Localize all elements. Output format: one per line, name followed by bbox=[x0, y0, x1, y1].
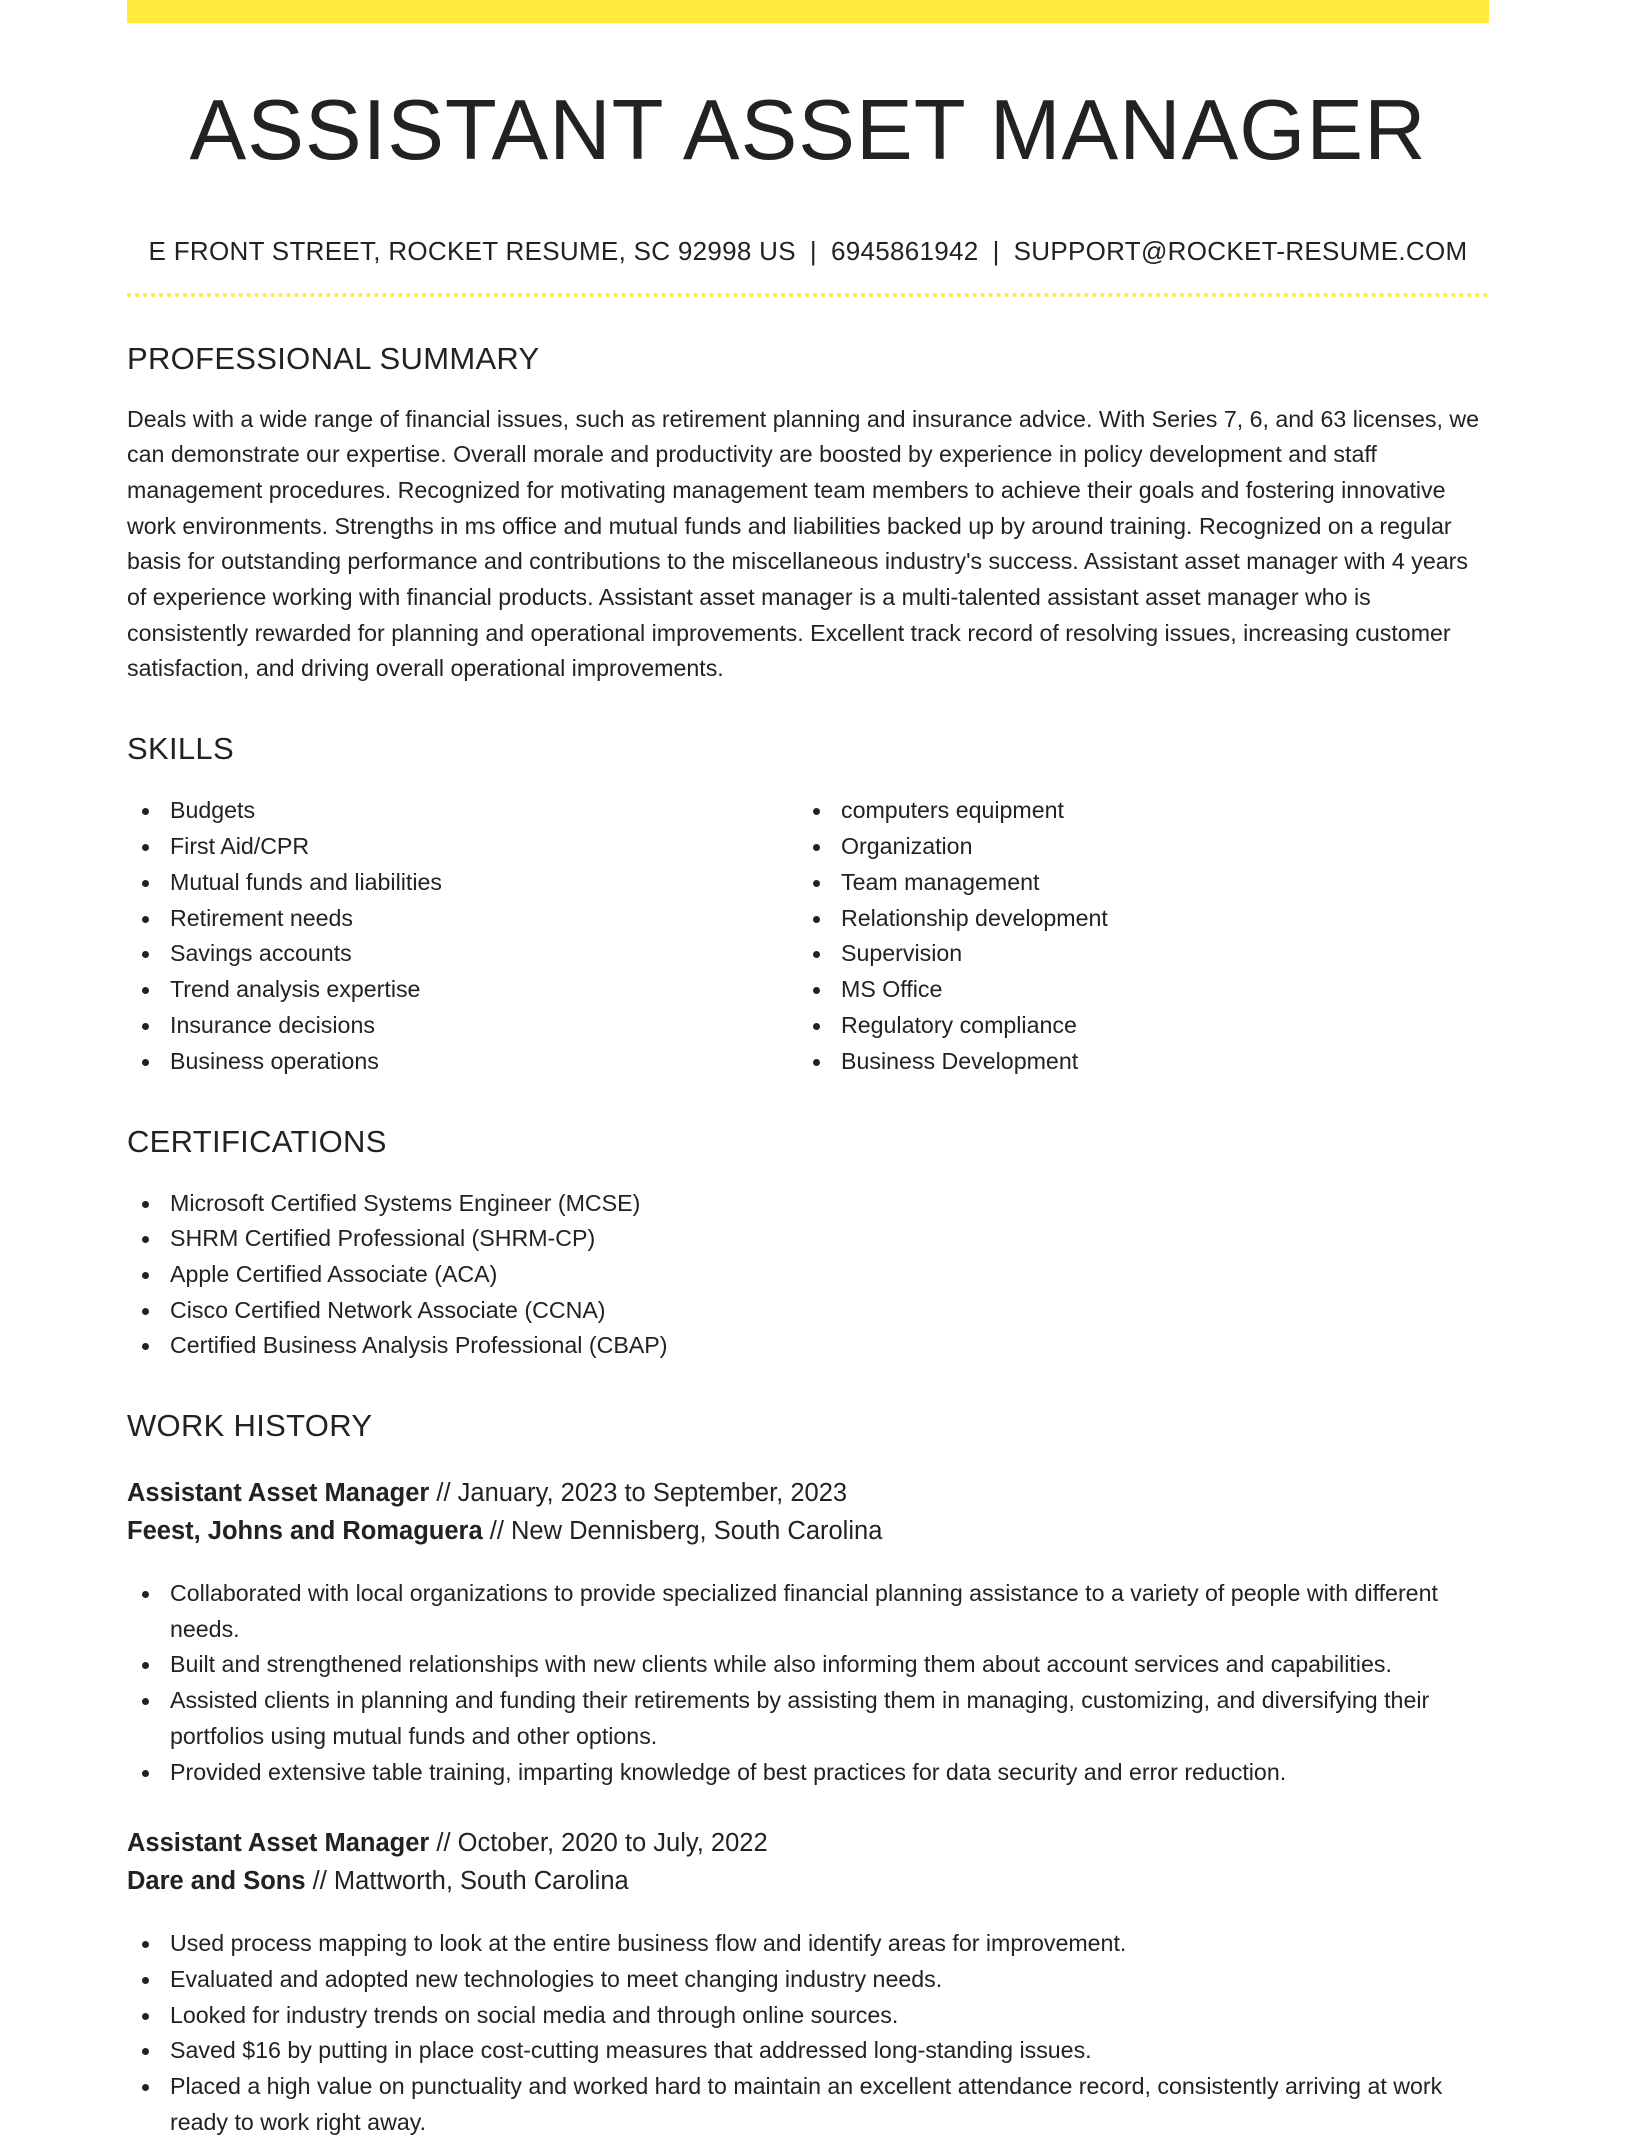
certification-item-text: Apple Certified Associate (ACA) bbox=[170, 1260, 498, 1287]
bullet-dot-icon bbox=[813, 1023, 820, 1030]
contact-line bbox=[127, 236, 1489, 267]
skills-heading: SKILLS bbox=[127, 731, 234, 767]
top-accent-bar bbox=[127, 0, 1489, 23]
job-bullets bbox=[127, 1926, 1489, 2140]
certification-item bbox=[127, 1221, 1489, 1257]
work-history-heading: WORK HISTORY bbox=[127, 1408, 373, 1444]
bullet-dot-icon bbox=[142, 1698, 149, 1705]
contact-email: SUPPORT@ROCKET-RESUME.COM bbox=[1013, 235, 1468, 266]
bullet-dot-icon bbox=[142, 1770, 149, 1777]
candidate-title: ASSISTANT ASSET MANAGER bbox=[189, 83, 1427, 178]
bullet-dot-icon bbox=[142, 916, 149, 923]
skill-item bbox=[798, 865, 1469, 901]
skills-list bbox=[127, 793, 1489, 1079]
bullet-dot-icon bbox=[142, 1977, 149, 1984]
skill-item-text: Team management bbox=[841, 868, 1040, 895]
job-location: // Mattworth, South Carolina bbox=[305, 1867, 629, 1896]
skill-item-text: Organization bbox=[841, 832, 973, 859]
skill-item-text: Supervision bbox=[841, 940, 963, 967]
bullet-dot-icon bbox=[142, 1059, 149, 1066]
certification-item-text: SHRM Certified Professional (SHRM-CP) bbox=[170, 1225, 596, 1252]
job-bullet-text: Used process mapping to look at the entire business flow and identify areas for improvement. bbox=[170, 1930, 1127, 1957]
contact-address: E FRONT STREET, ROCKET RESUME, SC 92998 US bbox=[148, 235, 796, 266]
certification-item-text: Cisco Certified Network Associate (CCNA) bbox=[170, 1296, 606, 1323]
job-bullet-text: Collaborated with local organizations to provide specialized financial planning assistance to a variety of people with different needs. bbox=[170, 1580, 1438, 1642]
skill-item-text: Budgets bbox=[170, 797, 256, 824]
skill-item bbox=[127, 793, 798, 829]
job-role: Assistant Asset Manager bbox=[127, 1829, 430, 1858]
bullet-dot-icon bbox=[142, 1236, 149, 1243]
contact-separator: | bbox=[992, 235, 1000, 266]
skill-item-text: Retirement needs bbox=[170, 904, 354, 931]
summary-heading: PROFESSIONAL SUMMARY bbox=[127, 340, 540, 376]
job-bullets bbox=[127, 1576, 1489, 1790]
job-bullet bbox=[127, 1962, 1489, 1998]
bullet-dot-icon bbox=[142, 951, 149, 958]
skill-item bbox=[798, 901, 1469, 937]
skill-item bbox=[127, 901, 798, 937]
bullet-dot-icon bbox=[813, 916, 820, 923]
certification-item bbox=[127, 1328, 1489, 1364]
job-location: // New Dennisberg, South Carolina bbox=[482, 1517, 883, 1546]
skill-item-text: Mutual funds and liabilities bbox=[170, 868, 442, 895]
bullet-dot-icon bbox=[813, 987, 820, 994]
job-bullet-text: Assisted clients in planning and funding their retirements by assisting them in managing, customizing, and diversifying their portfolios using mutual funds and other options. bbox=[170, 1687, 1430, 1749]
contact-separator: | bbox=[809, 235, 817, 266]
skill-item bbox=[798, 1008, 1469, 1044]
bullet-dot-icon bbox=[142, 1591, 149, 1598]
skill-item-text: Regulatory compliance bbox=[841, 1011, 1077, 1038]
job-entry bbox=[127, 1824, 1489, 2140]
job-bullet-text: Looked for industry trends on social media and through online sources. bbox=[170, 2001, 899, 2028]
job-bullet bbox=[127, 1683, 1489, 1754]
job-bullet-text: Placed a high value on punctuality and worked hard to maintain an excellent attendance record, consistently arriving at work ready to work right away. bbox=[170, 2073, 1443, 2135]
skill-item bbox=[798, 936, 1469, 972]
job-company: Feest, Johns and Romaguera bbox=[127, 1517, 483, 1546]
bullet-dot-icon bbox=[142, 1662, 149, 1669]
job-bullet bbox=[127, 2033, 1489, 2069]
job-bullet bbox=[127, 1926, 1489, 1962]
skill-item-text: Trend analysis expertise bbox=[170, 976, 421, 1003]
certification-item-text: Microsoft Certified Systems Engineer (MCSE) bbox=[170, 1189, 641, 1216]
certification-item-text: Certified Business Analysis Professional (CBAP) bbox=[170, 1332, 668, 1359]
skill-item-text: Business operations bbox=[170, 1047, 379, 1074]
bullet-dot-icon bbox=[142, 1343, 149, 1350]
skill-item bbox=[127, 1008, 798, 1044]
job-bullet bbox=[127, 1647, 1489, 1683]
job-bullet-text: Saved $16 by putting in place cost-cutting measures that addressed long-standing issues. bbox=[170, 2037, 1092, 2064]
skill-item-text: Savings accounts bbox=[170, 940, 352, 967]
job-company: Dare and Sons bbox=[127, 1867, 306, 1896]
job-role: Assistant Asset Manager bbox=[127, 1479, 430, 1508]
bullet-dot-icon bbox=[142, 1023, 149, 1030]
skill-item bbox=[127, 972, 798, 1008]
certification-item bbox=[127, 1186, 1489, 1222]
job-dates: // January, 2023 to September, 2023 bbox=[429, 1479, 848, 1508]
job-company-line bbox=[127, 1862, 1489, 1900]
job-bullet bbox=[127, 1755, 1489, 1791]
bullet-dot-icon bbox=[142, 2013, 149, 2020]
bullet-dot-icon bbox=[813, 808, 820, 815]
skill-item bbox=[798, 793, 1469, 829]
bullet-dot-icon bbox=[142, 1941, 149, 1948]
bullet-dot-icon bbox=[142, 2048, 149, 2055]
bullet-dot-icon bbox=[813, 1059, 820, 1066]
summary-text: Deals with a wide range of financial issues, such as retirement planning and insurance advice. With Series 7, 6, and 63 licenses, we can demonstrate our expertise. Overall morale and productivity are boosted by experience in policy development and staff management procedures. Recognized for motivating management team members to achieve their goals and fostering innovative work environments. Strengths in ms office and mutual funds and liabilities backed up by around training. Recognized on a regular basis for outstanding performance and contributions to the miscellaneous industry's success. Assistant asset manager with 4 years of experience working with financial products. Assistant asset manager is a multi-talented assistant asset manager who is consistently rewarded for planning and operational improvements. Excellent track record of resolving issues, increasing customer satisfaction, and driving overall operational improvements. bbox=[127, 405, 1480, 682]
job-entry bbox=[127, 1474, 1489, 1790]
job-bullet-text: Built and strengthened relationships with new clients while also informing them about account services and capabilities. bbox=[170, 1651, 1392, 1678]
job-role-line bbox=[127, 1474, 1489, 1512]
skill-item bbox=[127, 936, 798, 972]
bullet-dot-icon bbox=[142, 1308, 149, 1315]
skill-item-text: Business Development bbox=[841, 1047, 1079, 1074]
skill-item-text: First Aid/CPR bbox=[170, 832, 310, 859]
bullet-dot-icon bbox=[142, 808, 149, 815]
bullet-dot-icon bbox=[813, 844, 820, 851]
skill-item bbox=[798, 1044, 1469, 1080]
contact-phone: 6945861942 bbox=[830, 235, 979, 266]
skill-item bbox=[798, 972, 1469, 1008]
skill-item bbox=[127, 829, 798, 865]
bullet-dot-icon bbox=[142, 987, 149, 994]
job-company-line bbox=[127, 1512, 1489, 1550]
skill-item-text: computers equipment bbox=[841, 797, 1064, 824]
job-bullet-text: Provided extensive table training, imparting knowledge of best practices for data security and error reduction. bbox=[170, 1758, 1287, 1785]
bullet-dot-icon bbox=[142, 844, 149, 851]
bullet-dot-icon bbox=[813, 880, 820, 887]
resume-page bbox=[127, 0, 1489, 2140]
certifications-list bbox=[127, 1186, 1489, 1365]
job-bullet bbox=[127, 1998, 1489, 2034]
bullet-dot-icon bbox=[142, 1272, 149, 1279]
job-bullet bbox=[127, 1576, 1489, 1647]
skill-item bbox=[127, 1044, 798, 1080]
skill-item-text: Insurance decisions bbox=[170, 1011, 375, 1038]
certification-item bbox=[127, 1257, 1489, 1293]
skill-item bbox=[798, 829, 1469, 865]
bullet-dot-icon bbox=[813, 951, 820, 958]
job-dates: // October, 2020 to July, 2022 bbox=[429, 1829, 768, 1858]
skill-item-text: Relationship development bbox=[841, 904, 1108, 931]
bullet-dot-icon bbox=[142, 2084, 149, 2091]
certification-item bbox=[127, 1293, 1489, 1329]
job-role-line bbox=[127, 1824, 1489, 1862]
skill-item-text: MS Office bbox=[841, 976, 943, 1003]
bullet-dot-icon bbox=[142, 1201, 149, 1208]
job-bullet-text: Evaluated and adopted new technologies to meet changing industry needs. bbox=[170, 1965, 943, 1992]
skill-item bbox=[127, 865, 798, 901]
bullet-dot-icon bbox=[142, 880, 149, 887]
header-divider bbox=[127, 293, 1489, 297]
job-bullet bbox=[127, 2069, 1489, 2140]
certifications-heading: CERTIFICATIONS bbox=[127, 1123, 387, 1159]
